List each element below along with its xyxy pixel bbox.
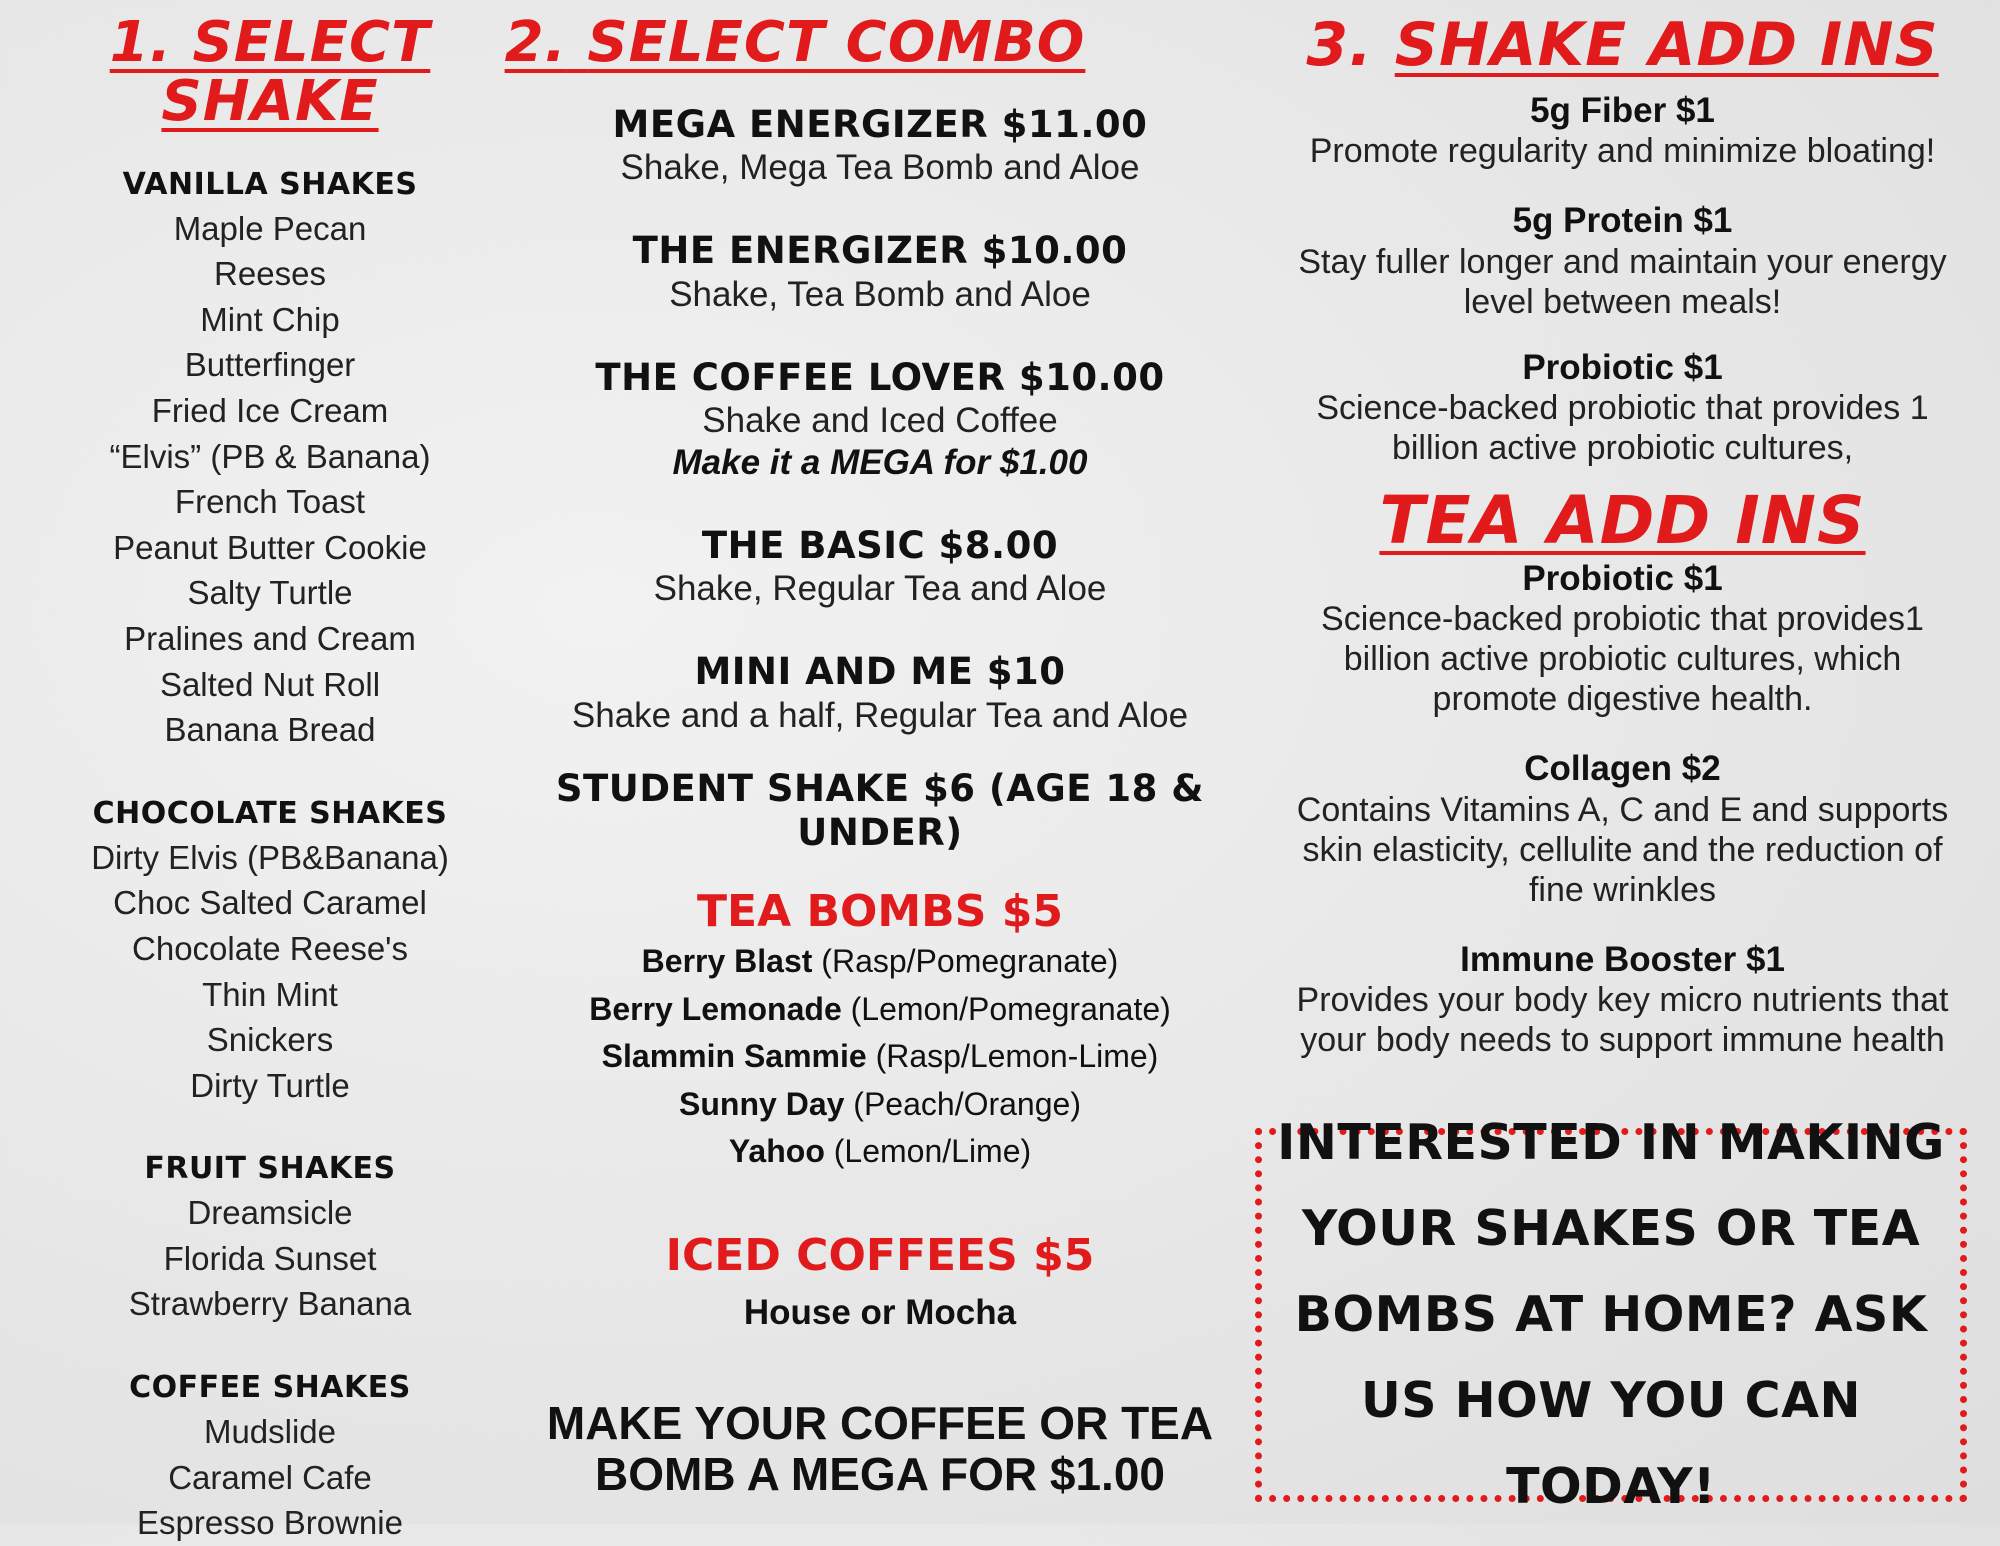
- mega-note: [480, 1398, 1280, 1499]
- list-item: “Elvis” (PB & Banana): [109, 437, 431, 475]
- combo-mini-and-me: [480, 650, 1280, 736]
- combo-name: THE BASIC $8.00: [701, 523, 1059, 567]
- list-item: Choc Salted Caramel: [113, 884, 427, 922]
- mega-note-line: MAKE YOUR COFFEE OR TEA: [546, 1397, 1214, 1450]
- promo-line: BOMBS AT HOME? ASK: [1294, 1286, 1928, 1343]
- list-item: Maple Pecan: [173, 209, 367, 247]
- shake-addin: [1245, 201, 2000, 321]
- combo-desc: Shake, Regular Tea and Aloe: [653, 569, 1107, 609]
- addin-desc: promote digestive health.: [1432, 680, 1813, 719]
- shake-column: [0, 0, 540, 1546]
- list-item: Salty Turtle: [187, 574, 353, 612]
- list-item: Florida Sunset: [163, 1239, 377, 1277]
- tea-addin: [1245, 559, 2000, 719]
- shake-addin: [1245, 348, 2000, 468]
- coffee-shakes-group: [0, 1367, 540, 1546]
- combo-energizer: [480, 229, 1280, 315]
- list-item: Caramel Cafe: [168, 1458, 372, 1496]
- addin-name: Collagen $2: [1524, 749, 1721, 789]
- combo-desc: Shake, Mega Tea Bomb and Aloe: [620, 148, 1140, 188]
- addin-desc: level between meals!: [1463, 282, 1782, 321]
- combo-name: THE ENERGIZER $10.00: [632, 229, 1128, 273]
- category-heading: FRUIT SHAKES: [144, 1151, 396, 1187]
- addin-desc: Promote regularity and minimize bloating!: [1309, 132, 1936, 171]
- combo-mega-energizer: [480, 103, 1280, 189]
- shake-addin: [1245, 91, 2000, 171]
- shake-add-ins-title: 3. SHAKE ADD INS: [1306, 10, 1939, 80]
- combo-basic: [480, 524, 1280, 610]
- addin-name: 5g Fiber $1: [1530, 91, 1715, 130]
- addin-desc: Contains Vitamins A, C and E and supports: [1296, 790, 1949, 829]
- category-heading: COFFEE SHAKES: [129, 1370, 411, 1406]
- addin-desc: Science-backed probiotic that provides1: [1321, 600, 1924, 639]
- iced-coffees-section: [480, 1230, 1280, 1336]
- combo-column: [480, 0, 1280, 1499]
- promo-box: [1255, 1114, 1967, 1515]
- student-shake: STUDENT SHAKE $6 (AGE 18 & UNDER): [555, 766, 1205, 855]
- addin-name: Immune Booster $1: [1460, 939, 1785, 979]
- addin-name: Probiotic $1: [1522, 559, 1723, 599]
- tea-addin: [1245, 940, 2000, 1060]
- list-item: Snickers: [206, 1021, 334, 1059]
- addin-desc: Science-backed probiotic that provides 1: [1316, 388, 1929, 427]
- addin-desc: billion active probiotic cultures, which: [1343, 640, 1902, 679]
- addins-column: [1245, 0, 2000, 1060]
- list-item: Pralines and Cream: [124, 619, 416, 657]
- addin-desc: your body needs to support immune health: [1300, 1020, 1945, 1059]
- list-item: Peanut Butter Cookie: [113, 528, 427, 566]
- addin-desc: billion active probiotic cultures,: [1391, 428, 1854, 467]
- list-item: Mint Chip: [200, 300, 340, 338]
- category-heading: CHOCOLATE SHAKES: [92, 795, 448, 831]
- list-item: Dirty Elvis (PB&Banana): [91, 838, 449, 876]
- tea-add-ins-title: TEA ADD INS: [1379, 481, 1866, 559]
- tea-bomb-item: Berry Lemonade (Lemon/Pomegranate): [589, 990, 1171, 1027]
- list-item: French Toast: [174, 483, 366, 521]
- select-shake-title: 1. SELECT SHAKE: [109, 10, 431, 134]
- promo-text: [1262, 1100, 1960, 1530]
- combo-desc: Shake and a half, Regular Tea and Aloe: [571, 695, 1189, 735]
- combo-coffee-lover: [480, 356, 1280, 484]
- tea-bomb-item: Yahoo (Lemon/Lime): [728, 1133, 1032, 1170]
- vanilla-shakes-group: [0, 164, 540, 753]
- promo-line: YOUR SHAKES OR TEA: [1301, 1200, 1921, 1257]
- tea-bomb-item: Sunny Day (Peach/Orange): [679, 1085, 1081, 1122]
- chocolate-shakes-group: [0, 793, 540, 1109]
- list-item: Dirty Turtle: [190, 1066, 350, 1104]
- combo-desc: Shake, Tea Bomb and Aloe: [669, 274, 1091, 314]
- select-combo-title: 2. SELECT COMBO: [504, 10, 1086, 75]
- addin-desc: fine wrinkles: [1528, 870, 1717, 909]
- combo-mega-upgrade: Make it a MEGA for $1.00: [672, 442, 1088, 482]
- addin-desc: skin elasticity, cellulite and the reduction of: [1302, 830, 1943, 869]
- tea-bomb-item: Berry Blast (Rasp/Pomegranate): [641, 943, 1119, 980]
- list-item: Banana Bread: [164, 711, 376, 749]
- list-item: Salted Nut Roll: [159, 665, 381, 703]
- fruit-shakes-group: [0, 1148, 540, 1327]
- list-item: Chocolate Reese's: [132, 929, 408, 967]
- addin-name: 5g Protein $1: [1512, 201, 1733, 241]
- list-item: Butterfinger: [184, 346, 356, 384]
- addin-desc: Provides your body key micro nutrients that: [1296, 980, 1949, 1019]
- category-heading: VANILLA SHAKES: [122, 166, 418, 202]
- list-item: Mudslide: [203, 1413, 337, 1451]
- iced-coffees-desc: House or Mocha: [743, 1292, 1017, 1332]
- promo-line: INTERESTED IN MAKING: [1277, 1114, 1945, 1171]
- list-item: Fried Ice Cream: [151, 391, 389, 429]
- combo-name: THE COFFEE LOVER $10.00: [595, 355, 1165, 399]
- list-item: Strawberry Banana: [128, 1285, 412, 1323]
- list-item: Espresso Brownie: [137, 1504, 403, 1542]
- combo-desc: Shake and Iced Coffee: [702, 400, 1058, 440]
- combo-name: MEGA ENERGIZER $11.00: [612, 102, 1148, 146]
- list-item: Dreamsicle: [187, 1194, 353, 1232]
- addin-desc: Stay fuller longer and maintain your energy: [1298, 242, 1947, 281]
- tea-addin: [1245, 749, 2000, 909]
- addin-name: Probiotic $1: [1522, 347, 1723, 387]
- tea-bombs-section: [480, 886, 1280, 1176]
- list-item: Thin Mint: [202, 975, 338, 1013]
- list-item: Reeses: [214, 255, 326, 293]
- combo-name: MINI AND ME $10: [694, 650, 1066, 694]
- iced-coffees-title: ICED COFFEES $5: [665, 1229, 1095, 1281]
- promo-line: US HOW YOU CAN TODAY!: [1360, 1372, 1862, 1515]
- tea-bombs-title: TEA BOMBS $5: [697, 885, 1063, 937]
- mega-note-line: BOMB A MEGA FOR $1.00: [595, 1447, 1165, 1500]
- tea-bomb-item: Slammin Sammie (Rasp/Lemon-Lime): [601, 1038, 1159, 1075]
